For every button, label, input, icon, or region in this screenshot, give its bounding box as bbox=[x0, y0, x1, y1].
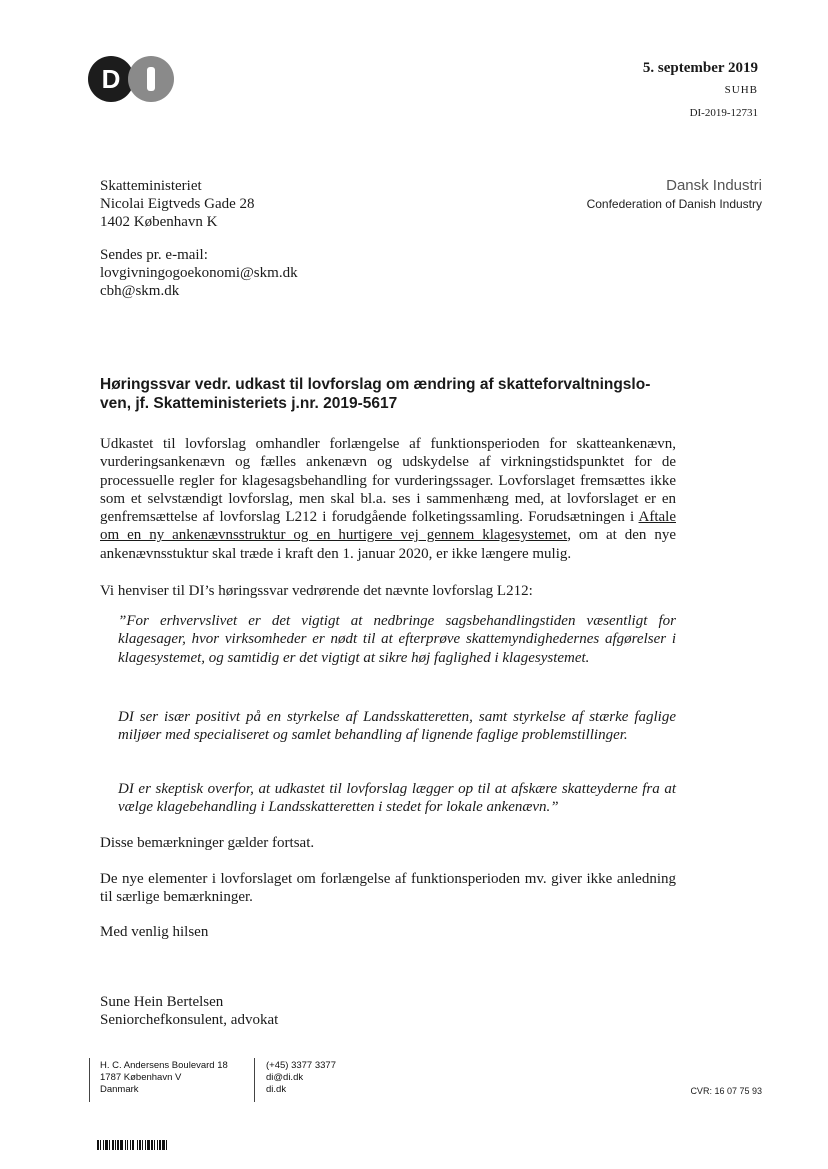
quote-paragraph: DI er skeptisk overfor, at udkastet til lovforslag lægger op til at afskære skatteyderne fra at vælge klagebehandling i Landsskatteretten i stedet for lokale ankenævn.” bbox=[118, 781, 676, 816]
footer-phone: (+45) 3377 3377 bbox=[266, 1060, 336, 1071]
paragraph-intro bbox=[100, 435, 676, 563]
signer-title: Seniorchefkonsulent, advokat bbox=[100, 1012, 279, 1028]
closing-greeting: Med venlig hilsen bbox=[100, 924, 209, 940]
paragraph-new-elements: De nye elementer i lovforslaget om forlængelse af funktionsperioden mv. giver ikke anledning til særlige bemærkninger. bbox=[100, 871, 676, 906]
sent-via-label: Sendes pr. e-mail: bbox=[100, 247, 208, 263]
footer-contact bbox=[266, 1060, 336, 1096]
quote-paragraph: ”For erhvervslivet er det vigtigt at nedbringe sagsbehandlingstiden væsentligt for klagesager, hvor virksomheder er nødt til at efterprøve skattemyndighedernes afgørelser i klagesystemet, og samtidig er det vigtigt at sikre høj faglighed i klagesystemet. bbox=[118, 613, 676, 666]
footer-address bbox=[100, 1060, 228, 1096]
footer-email[interactable]: di@di.dk bbox=[266, 1072, 304, 1083]
letter-date: 5. september 2019 bbox=[642, 60, 758, 76]
signature-block bbox=[100, 993, 278, 1029]
intro-text-end: , om at den nye ankenævnsstuktur skal træde i kraft den 1. januar 2020, er ikke længere mulig. bbox=[100, 527, 677, 562]
reference-number: DI-2019-12731 bbox=[689, 107, 758, 119]
email-address: lovgivningogoekonomi@skm.dk bbox=[100, 265, 298, 281]
recipient-line: Skatteministeriet bbox=[100, 178, 202, 194]
recipient-line: Nicolai Eigtveds Gade 28 bbox=[100, 196, 255, 212]
intro-text: Udkastet til lovforslag omhandler forlængelse af funktionsperioden for skatteankenævn, vurderingsankenævn og fælles ankenævn og udskydelse af virkningstidspunktet for de processuelle regler for klagesagsbehandling for vurderingssager. Lovforslaget fremsættes ikke som et selvstændigt lovforslag, men skal bl.a. ses i sammenhæng med, at lovforslaget er en genfremsættelse af lovforslag L212 i forudgående folketingssamling. Forudsætningen i bbox=[100, 436, 676, 526]
footer-address-line: H. C. Andersens Boulevard 18 bbox=[100, 1060, 228, 1071]
paragraph-still-valid: Disse bemærkninger gælder fortsat. bbox=[100, 835, 315, 851]
letter-heading: Høringssvar vedr. udkast til lovforslag om ændring af skatteforvaltningslo-ven, jf. Skatteministeriets j.nr. 2019-5617 bbox=[100, 376, 651, 412]
logo-letter-i-circle bbox=[128, 56, 174, 102]
paragraph-reference: Vi henviser til DI’s høringssvar vedrørende det nævnte lovforslag L212: bbox=[100, 583, 533, 599]
recipient-address bbox=[100, 177, 255, 231]
signer-name: Sune Hein Bertelsen bbox=[100, 994, 224, 1010]
agreement-link[interactable]: Aftale om en ny ankenævnsstruktur og en hurtigere vej gennem klagesystemet bbox=[100, 509, 676, 544]
logo-letter-d: D bbox=[88, 56, 134, 102]
footer-address-line: Danmark bbox=[100, 1084, 139, 1095]
recipient-line: 1402 København K bbox=[100, 214, 218, 230]
cvr-number: CVR: 16 07 75 93 bbox=[690, 1086, 762, 1096]
di-logo bbox=[88, 56, 174, 102]
organization-name: Dansk Industri bbox=[666, 177, 762, 194]
email-address: cbh@skm.dk bbox=[100, 283, 180, 299]
footer-divider bbox=[254, 1058, 255, 1102]
author-initials: SUHB bbox=[724, 84, 758, 96]
footer-address-line: 1787 København V bbox=[100, 1072, 182, 1083]
organization-subtitle: Confederation of Danish Industry bbox=[586, 197, 762, 211]
document-barcode bbox=[97, 1140, 223, 1150]
footer-divider bbox=[89, 1058, 90, 1102]
footer-website[interactable]: di.dk bbox=[266, 1084, 287, 1095]
quote-paragraph: DI ser især positivt på en styrkelse af Landsskatteretten, samt styrkelse af stærke faglige miljøer med specialiseret og samlet behandling af lignende faglige problemstillinger. bbox=[118, 709, 676, 744]
sent-via-block bbox=[100, 246, 298, 300]
